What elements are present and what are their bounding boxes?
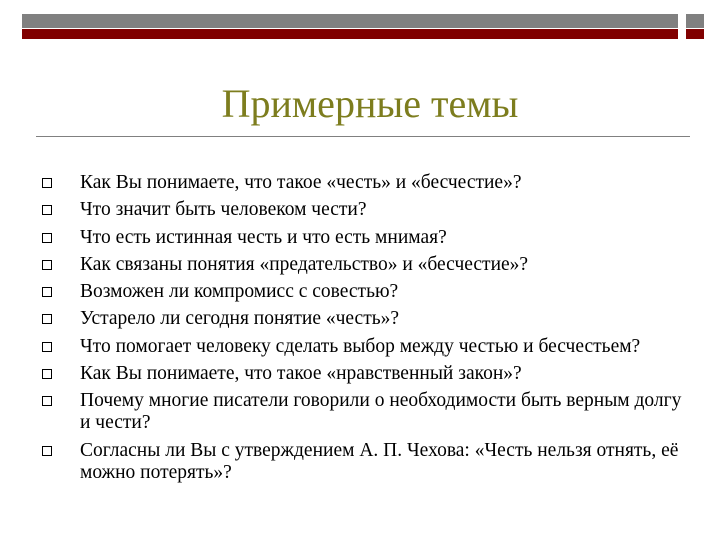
corner-block-red <box>686 29 704 39</box>
hollow-square-icon <box>42 287 52 297</box>
list-item <box>40 199 690 221</box>
list-item <box>40 254 690 276</box>
list-item-text: Согласны ли Вы с утверждением А. П. Чехова: «Честь нельзя отнять, её можно потерять»? <box>80 439 679 483</box>
hollow-square-icon <box>42 205 52 215</box>
hollow-square-icon <box>42 233 52 243</box>
list-item-text: Как Вы понимаете, что такое «честь» и «бесчестие»? <box>80 172 522 193</box>
hollow-square-icon <box>42 446 52 456</box>
list-item-text: Как Вы понимаете, что такое «нравственный закон»? <box>80 363 522 385</box>
list-item-text: Устарело ли сегодня понятие «честь»? <box>80 308 400 330</box>
corner-block-gray <box>686 14 704 28</box>
list-item <box>40 172 690 194</box>
hollow-square-icon <box>42 314 52 324</box>
list-item <box>40 281 690 303</box>
hollow-square-icon <box>42 369 52 379</box>
list-item <box>40 227 690 249</box>
list-item-text: Что есть истинная честь и что есть мнимая? <box>80 226 447 248</box>
list-item-text: Почему многие писатели говорили о необходимости быть верным долгу и чести? <box>80 390 682 434</box>
title-divider <box>36 136 690 137</box>
list-item <box>40 390 690 434</box>
hollow-square-icon <box>42 178 52 188</box>
list-item <box>40 363 690 385</box>
list-item-text: Что помогает человеку сделать выбор между честью и бесчестьем? <box>80 335 641 357</box>
hollow-square-icon <box>42 342 52 352</box>
topic-list <box>40 172 690 489</box>
list-item-text: Возможен ли компромисс с совестью? <box>80 281 399 303</box>
hollow-square-icon <box>42 396 52 406</box>
hollow-square-icon <box>42 260 52 270</box>
list-item-text: Что значит быть человеком чести? <box>80 199 367 221</box>
list-item <box>40 440 690 484</box>
list-item <box>40 336 690 358</box>
list-item-text: Как связаны понятия «предательство» и «бесчестие»? <box>80 253 529 275</box>
list-item <box>40 308 690 330</box>
slide-title: Примерные темы <box>221 81 519 126</box>
header-band-red <box>22 29 678 39</box>
header-band-gray <box>22 14 678 28</box>
